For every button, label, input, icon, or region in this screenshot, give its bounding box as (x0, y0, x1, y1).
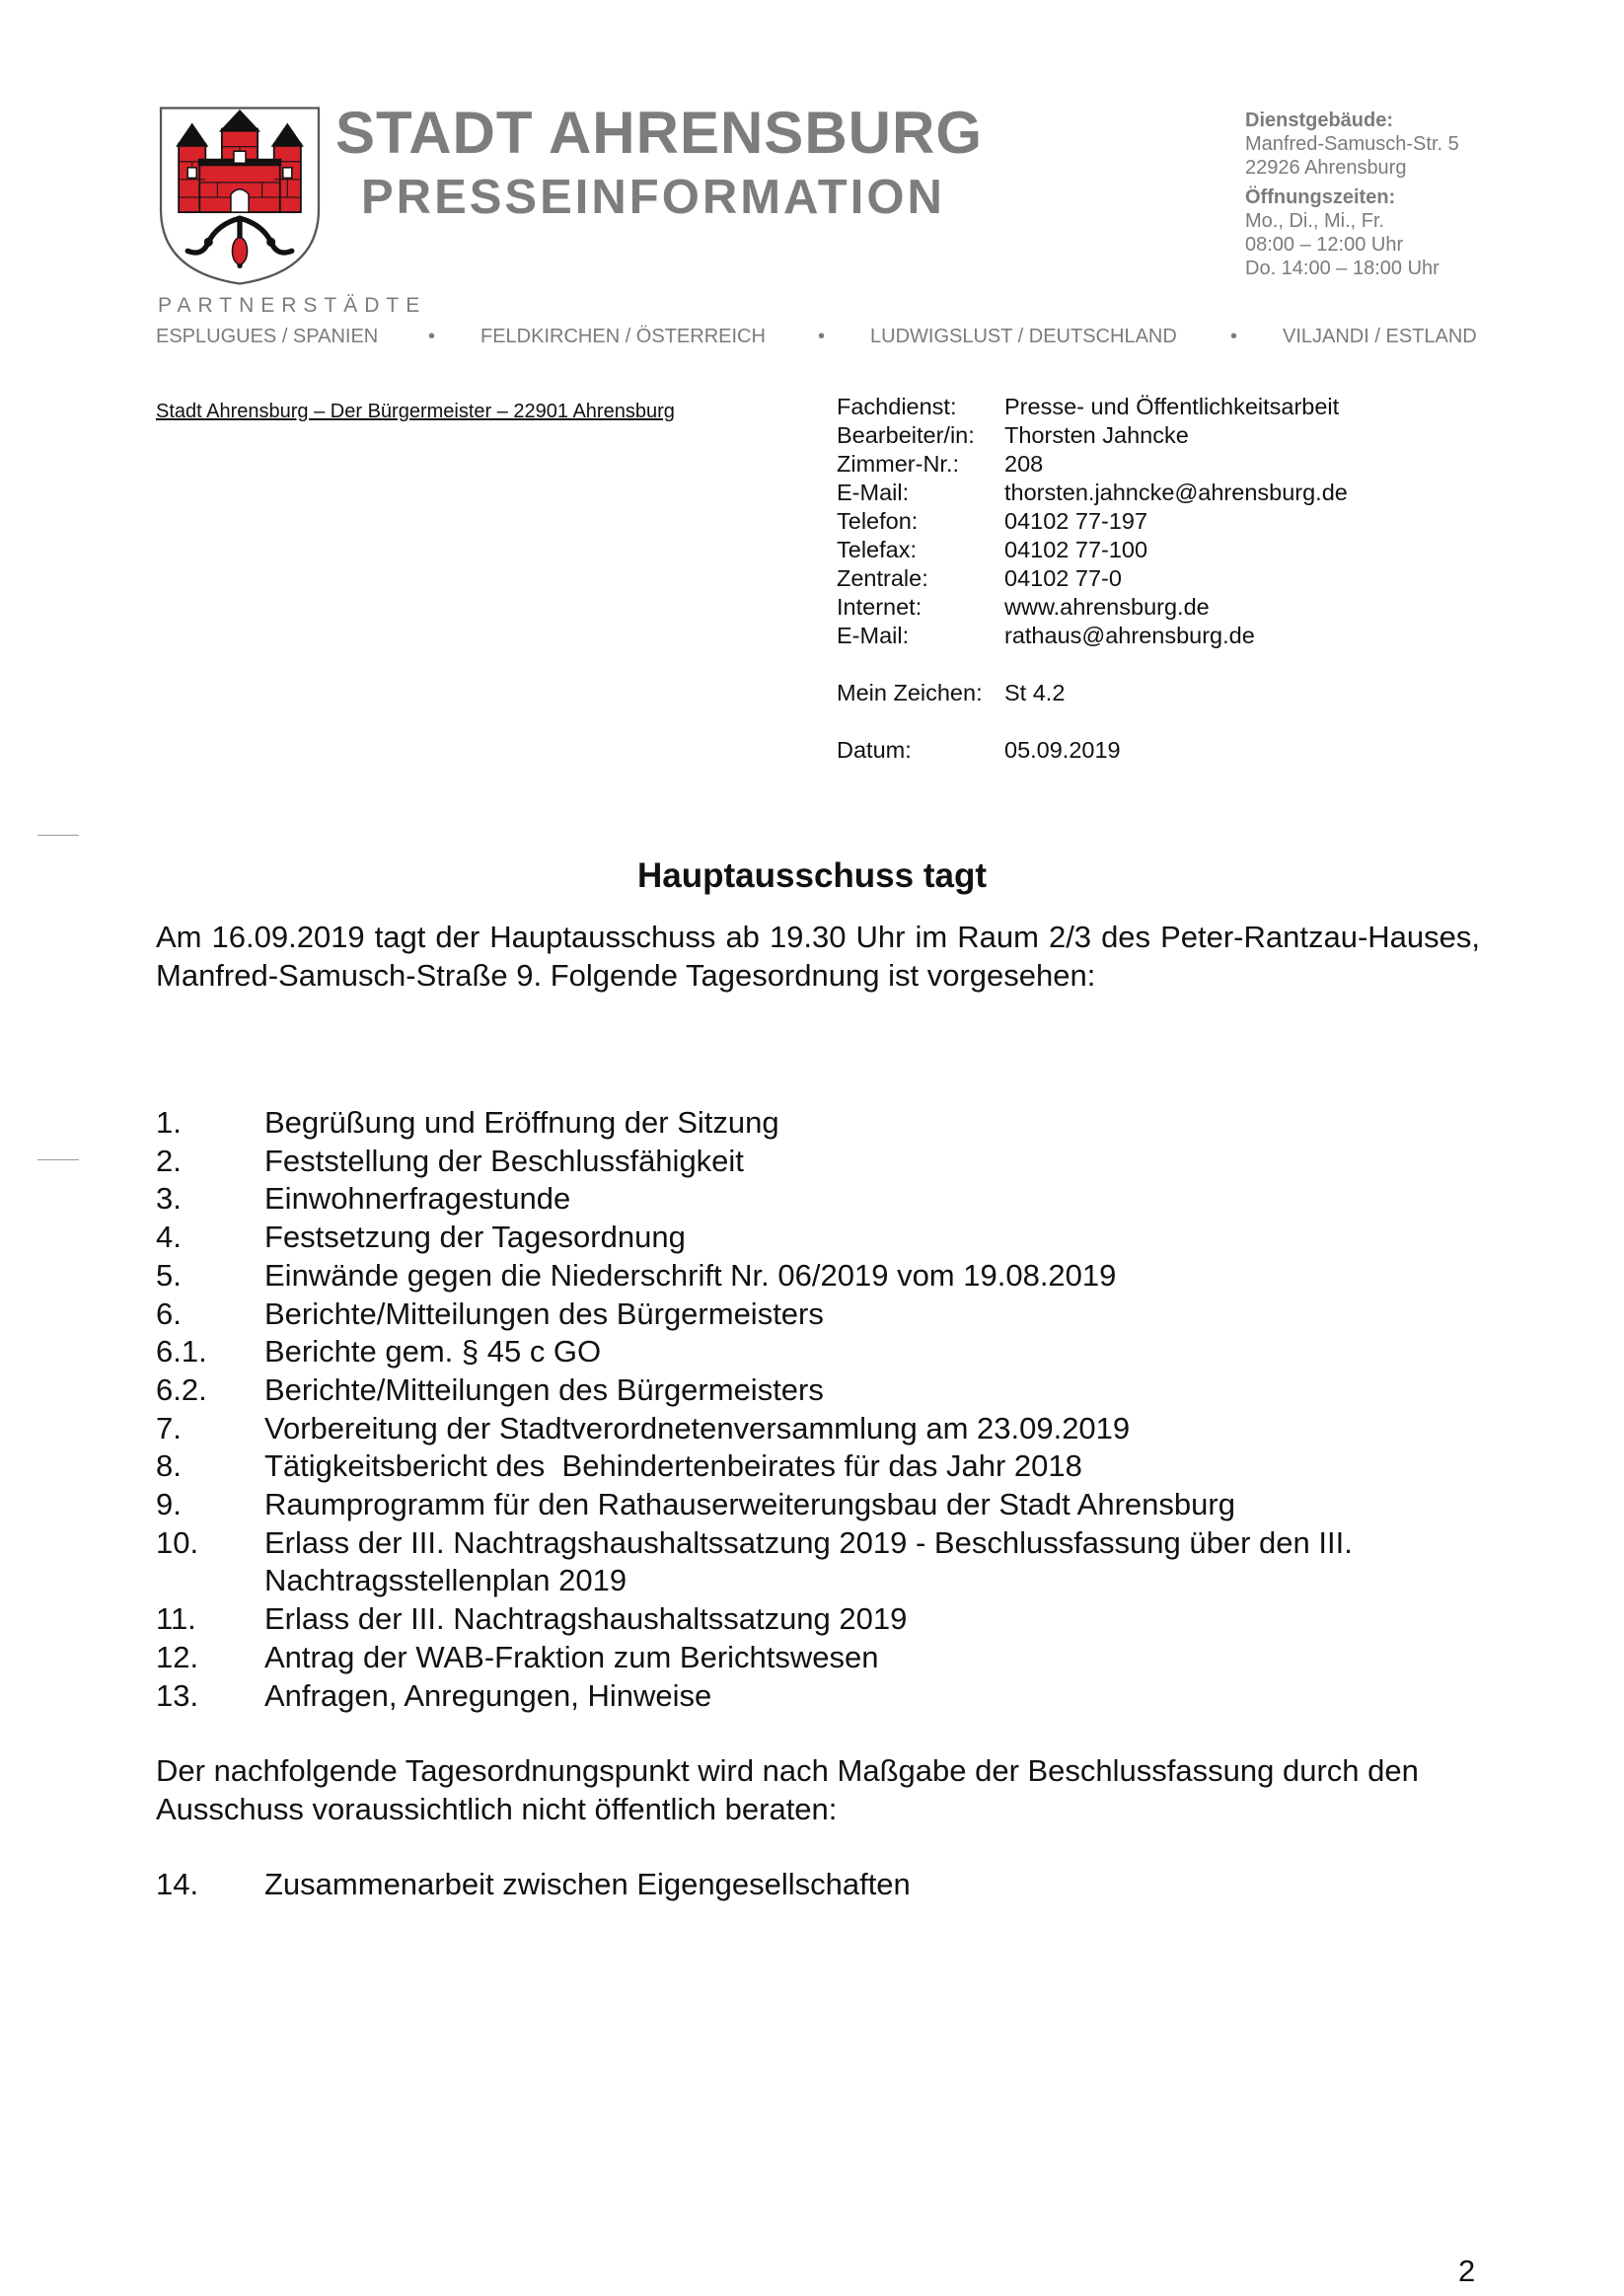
info-value: rathaus@ahrensburg.de (1004, 623, 1255, 648)
fold-mark (37, 1159, 79, 1160)
agenda-number: 10. (156, 1524, 199, 1560)
agenda-number: 13. (156, 1677, 199, 1713)
agenda-number: 6.2. (156, 1371, 207, 1407)
agenda-item (156, 1600, 1498, 1639)
info-label: E-Mail: (837, 480, 910, 505)
nonpublic-paragraph: Der nachfolgende Tagesordnungspunkt wird nach Maßgabe der Beschlussfassung durch den Ausschuss voraussichtlich nicht öffentlich beraten: (156, 1753, 1419, 1826)
agenda-text: Festsetzung der Tagesordnung (264, 1220, 686, 1255)
press-headline: Hauptausschuss tagt (637, 856, 987, 895)
info-label: E-Mail: (837, 623, 910, 648)
partner-city: LUDWIGSLUST / DEUTSCHLAND (870, 326, 1177, 347)
info-value: Thorsten Jahncke (1004, 422, 1189, 448)
agenda-text: Antrag der WAB-Fraktion zum Berichtswesen (264, 1639, 879, 1674)
info-label: Telefon: (837, 508, 919, 534)
agenda-item (156, 1524, 1498, 1600)
agenda-text: Raumprogramm für den Rathauserweiterungsbau der Stadt Ahrensburg (264, 1487, 1235, 1522)
reference-value: St 4.2 (1004, 680, 1066, 705)
office-building-label: Dienstgebäude: (1245, 110, 1394, 131)
partner-city: VILJANDI / ESTLAND (1283, 326, 1477, 347)
reference-row (837, 679, 1348, 707)
fold-mark (37, 835, 79, 836)
partner-city: FELDKIRCHEN / ÖSTERREICH (480, 326, 766, 347)
info-row (837, 622, 1348, 650)
agenda-item (156, 1447, 1498, 1486)
opening-hours-label: Öffnungszeiten: (1245, 186, 1396, 208)
info-label: Bearbeiter/in: (837, 422, 975, 448)
agenda-number: 14. (156, 1867, 199, 1901)
opening-hours-morning: 08:00 – 12:00 Uhr (1245, 234, 1404, 256)
info-value: 04102 77-100 (1004, 537, 1148, 562)
agenda-number: 9. (156, 1487, 182, 1522)
opening-hours-thursday: Do. 14:00 – 18:00 Uhr (1245, 258, 1439, 279)
press-info-title: PRESSEINFORMATION (361, 171, 945, 224)
info-row (837, 593, 1348, 622)
partner-cities-label: PARTNERSTÄDTE (158, 294, 427, 317)
info-value: 04102 77-197 (1004, 508, 1148, 534)
agenda-number: 11. (156, 1601, 196, 1637)
info-row (837, 536, 1348, 564)
partner-city: ESPLUGUES / SPANIEN (156, 326, 379, 347)
agenda-number: 5. (156, 1257, 182, 1293)
agenda-item (156, 1257, 1498, 1296)
agenda-item (156, 1296, 1498, 1334)
info-value: 04102 77-0 (1004, 565, 1122, 591)
agenda-list (156, 1104, 1498, 1715)
agenda-text: Erlass der III. Nachtragshaushaltssatzung 2019 - Beschlussfassung über den III. Nachtragsstellenplan 2019 (264, 1524, 1353, 1598)
agenda-text: Begrüßung und Eröffnung der Sitzung (264, 1105, 779, 1140)
page-number: 2 (1458, 2254, 1476, 2288)
agenda-number: 1. (156, 1105, 182, 1140)
agenda-item (156, 1677, 1498, 1716)
separator-bullet: • (428, 326, 436, 347)
agenda-item (156, 1866, 1498, 1904)
agenda-text: Berichte gem. § 45 c GO (264, 1334, 602, 1370)
agenda-text: Anfragen, Anregungen, Hinweise (264, 1677, 712, 1713)
agenda-item (156, 1333, 1498, 1371)
info-row (837, 393, 1348, 421)
agenda-text: Einwände gegen die Niederschrift Nr. 06/2019 vom 19.08.2019 (264, 1257, 1117, 1293)
agenda-item (156, 1371, 1498, 1410)
info-row (837, 564, 1348, 593)
agenda-text: Einwohnerfragestunde (264, 1181, 571, 1217)
info-value: Presse- und Öffentlichkeitsarbeit (1004, 394, 1340, 419)
info-label: Telefax: (837, 537, 917, 562)
city-crest-logo (158, 105, 322, 287)
agenda-text: Erlass der III. Nachtragshaushaltssatzung 2019 (264, 1601, 908, 1637)
date-row (837, 736, 1348, 765)
agenda-text: Berichte/Mitteilungen des Bürgermeisters (264, 1371, 824, 1407)
agenda-number: 12. (156, 1639, 199, 1674)
city-title: STADT AHRENSBURG (335, 100, 983, 166)
date-label: Datum: (837, 737, 912, 763)
agenda-number: 6. (156, 1296, 182, 1331)
info-row (837, 450, 1348, 479)
info-row (837, 421, 1348, 450)
agenda-item (156, 1486, 1498, 1524)
agenda-text: Vorbereitung der Stadtverordnetenversammlung am 23.09.2019 (264, 1410, 1131, 1445)
agenda-text: Berichte/Mitteilungen des Bürgermeisters (264, 1296, 824, 1331)
office-info (1245, 109, 1459, 280)
reference-label: Mein Zeichen: (837, 680, 983, 705)
info-value: 208 (1004, 451, 1044, 477)
info-row (837, 479, 1348, 507)
agenda-number: 7. (156, 1410, 182, 1445)
info-label: Zentrale: (837, 565, 928, 591)
agenda-item (156, 1104, 1498, 1143)
date-value: 05.09.2019 (1004, 737, 1121, 763)
agenda-text: Tätigkeitsbericht des Behindertenbeirates für das Jahr 2018 (264, 1448, 1082, 1484)
info-label: Internet: (837, 594, 923, 620)
agenda-item (156, 1639, 1498, 1677)
separator-bullet: • (818, 326, 826, 347)
info-label: Fachdienst: (837, 394, 957, 419)
agenda-number: 8. (156, 1448, 182, 1484)
info-row (837, 507, 1348, 536)
agenda-item (156, 1410, 1498, 1448)
agenda-number: 4. (156, 1220, 182, 1255)
agenda-text: Feststellung der Beschlussfähigkeit (264, 1143, 744, 1178)
info-value: www.ahrensburg.de (1004, 594, 1210, 620)
office-street: Manfred-Samusch-Str. 5 (1245, 133, 1459, 155)
sender-address-line: Stadt Ahrensburg – Der Bürgermeister – 22901 Ahrensburg (156, 401, 675, 422)
agenda-number: 2. (156, 1143, 182, 1178)
agenda-number: 3. (156, 1181, 182, 1217)
contact-info-block (837, 393, 1348, 765)
agenda-number: 6.1. (156, 1334, 207, 1370)
info-label: Zimmer-Nr.: (837, 451, 960, 477)
agenda-item (156, 1180, 1498, 1219)
nonpublic-agenda (156, 1866, 1498, 1904)
agenda-item (156, 1219, 1498, 1257)
office-city: 22926 Ahrensburg (1245, 157, 1407, 179)
separator-bullet: • (1230, 326, 1238, 347)
intro-paragraph: Am 16.09.2019 tagt der Hauptausschuss ab 19.30 Uhr im Raum 2/3 des Peter-Rantzau-Hauses, Manfred-Samusch-Straße 9. Folgende Tagesordnung ist vorgesehen: (156, 920, 1480, 993)
agenda-item (156, 1143, 1498, 1181)
opening-days: Mo., Di., Mi., Fr. (1245, 210, 1385, 232)
agenda-text: Zusammenarbeit zwischen Eigengesellschaften (264, 1867, 911, 1901)
info-value: thorsten.jahncke@ahrensburg.de (1004, 480, 1348, 505)
